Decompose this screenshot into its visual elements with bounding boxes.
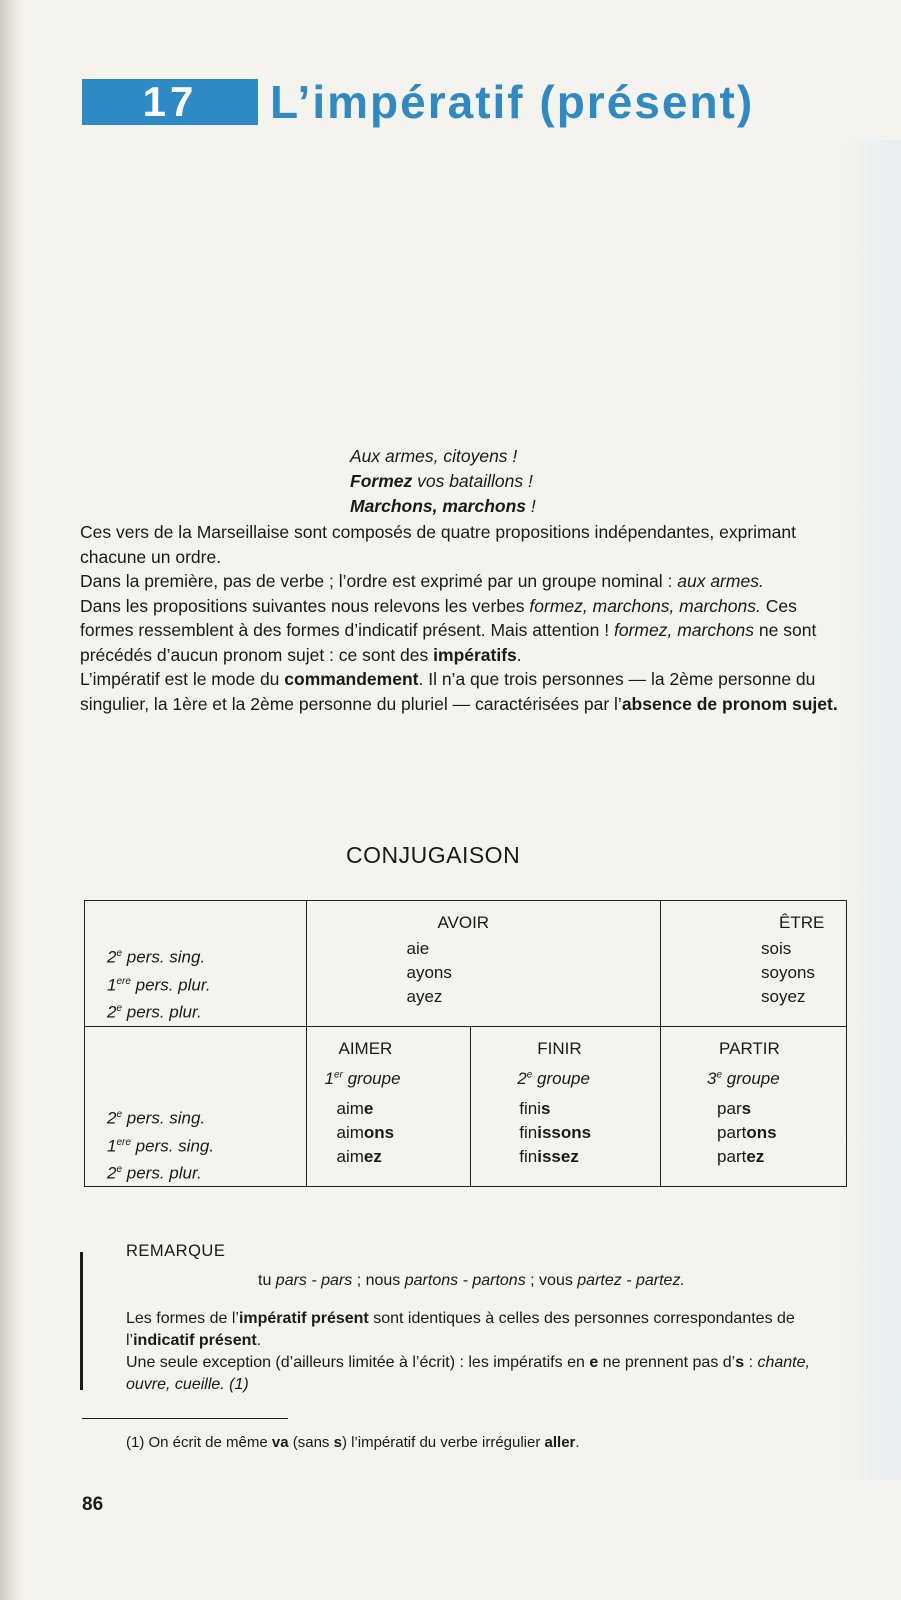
paragraph: Dans les propositions suivantes nous relevons les verbes formez, marchons, marchons. Ces formes ressemblent à des formes d’indicatif présent. Mais attention ! formez, marchons ne sont précédés d’aucun pronom sujet : ce sont des impératifs.	[80, 595, 817, 665]
poem-quote	[350, 444, 536, 519]
footnote-rule	[82, 1418, 288, 1419]
verb-cell-avoir: AVOIR aie ayons ayez	[306, 901, 661, 1027]
footnote: (1) On écrit de même va (sans s) l’impératif du verbe irrégulier aller.	[126, 1434, 580, 1451]
conjugation-table	[84, 900, 847, 1187]
chapter-title: L’impératif (présent)	[270, 76, 755, 128]
verb-cell-partir: PARTIR 3e groupe pars partons partez	[661, 1027, 847, 1187]
section-title: CONJUGAISON	[346, 842, 521, 868]
chapter-number: 17	[82, 79, 258, 125]
remark-margin-rule	[80, 1252, 83, 1390]
remark-title: REMARQUE	[126, 1242, 226, 1260]
page-edge-tint	[841, 140, 901, 1480]
book-spine-shadow	[0, 0, 24, 1600]
paragraph: Ces vers de la Marseillaise sont composés de quatre propositions indépendantes, exprimant chacune un ordre.	[80, 522, 796, 567]
paragraph: Une seule exception (d’ailleurs limitée à l’écrit) : les impératifs en e ne prennent pas d’s : chante, ouvre, cueille. (1)	[126, 1354, 810, 1393]
table-row	[85, 1027, 847, 1187]
poem-line: Aux armes, citoyens !	[350, 446, 518, 466]
intro-text	[80, 520, 852, 716]
chapter-header	[82, 78, 754, 126]
remark-example: tu pars - pars ; nous partons - partons ; vous partez - partez.	[258, 1272, 685, 1289]
paragraph: L’impératif est le mode du commandement. Il n’a que trois personnes — la 2ème personne du singulier, la 1ère et la 2ème personne du pluriel — caractérisées par l’absence de pronom sujet.	[80, 669, 838, 714]
paragraph: Les formes de l’impératif présent sont identiques à celles des personnes correspondantes de l’indicatif présent.	[126, 1310, 795, 1349]
person-labels: 2e pers. sing. 1ere pers. sing. 2e pers. plur.	[85, 1027, 307, 1187]
verb-cell-finir: FINIR 2e groupe finis finissons finissez	[471, 1027, 661, 1187]
poem-line: Marchons, marchons !	[350, 496, 536, 516]
page-number: 86	[82, 1494, 104, 1515]
remark-body	[126, 1308, 846, 1396]
verb-cell-etre: ÊTRE sois soyons soyez	[661, 901, 847, 1027]
verb-cell-aimer: AIMER 1er groupe aime aimons aimez	[306, 1027, 471, 1187]
table-row	[85, 901, 847, 1027]
person-labels: 2e pers. sing. 1ere pers. plur. 2e pers. plur.	[85, 901, 307, 1027]
poem-line: Formez vos bataillons !	[350, 471, 533, 491]
paragraph: Dans la première, pas de verbe ; l’ordre est exprimé par un groupe nominal : aux armes.	[80, 571, 764, 591]
